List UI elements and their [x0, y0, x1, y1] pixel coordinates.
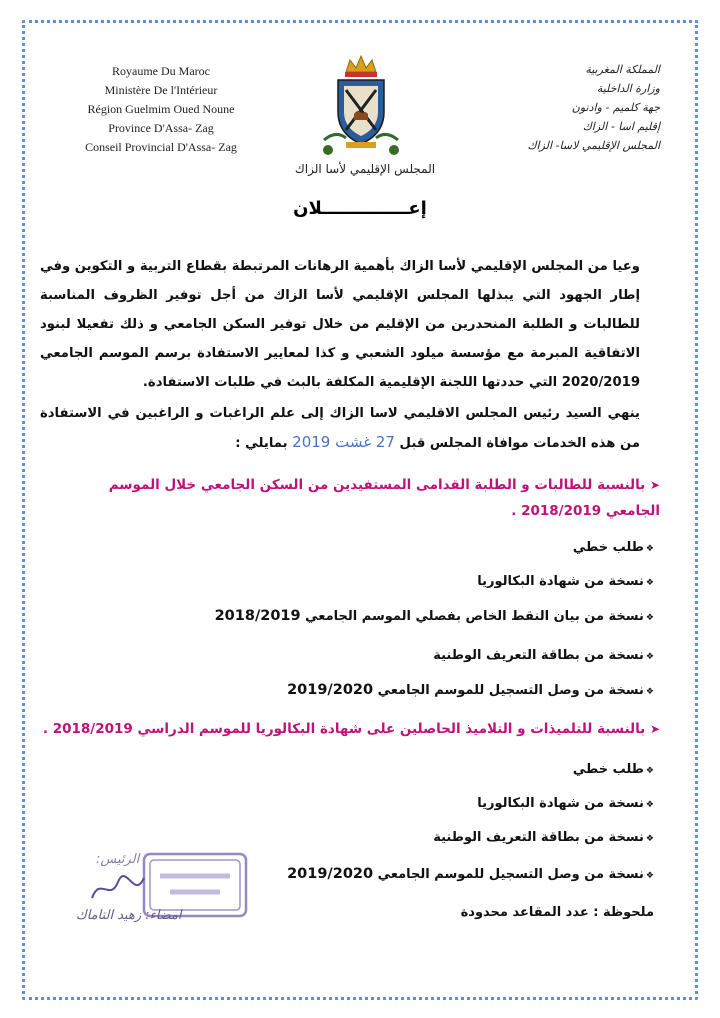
list-item	[433, 648, 654, 663]
signatory-name: امضاء: زهيد التاماك	[76, 908, 182, 923]
list-item-text: نسخة من بطاقة التعريف الوطنية	[433, 830, 644, 845]
diamond-bullet-icon: ❖	[645, 578, 654, 588]
header-fr-line: Ministère De l'Intérieur	[104, 83, 218, 97]
paragraph-intro-year: 2020/2019	[561, 375, 640, 390]
header-fr-line: Région Guelmim Oued Noune	[87, 102, 235, 116]
header-ar-line: المجلس الإقليمي لاسا- الزاك	[527, 139, 660, 152]
section2-heading: ➤ بالنسبة للتلميذات و التلاميذ الحاصلين على شهادة البكالوريا للموسم الدراسي 2018/2019 .	[42, 721, 660, 737]
list-item	[287, 866, 654, 882]
list-item	[477, 574, 654, 589]
diamond-bullet-icon: ❖	[645, 652, 654, 662]
deadline-date: 27 غشت 2019	[292, 433, 395, 451]
diamond-bullet-icon: ❖	[645, 766, 654, 776]
diamond-bullet-icon: ❖	[645, 687, 654, 697]
paragraph-notice	[40, 399, 680, 458]
emblem-caption: المجلس الإقليمي لأسا الزاك	[294, 162, 436, 176]
header-fr-line: Conseil Provincial D'Assa- Zag	[85, 140, 237, 154]
list-item	[573, 762, 654, 777]
list-item-year: 2018/2019	[214, 608, 301, 624]
diamond-bullet-icon: ❖	[645, 834, 654, 844]
section2-heading-text: بالنسبة للتلميذات و التلاميذ الحاصلين على شهادة البكالوريا للموسم الدراسي	[137, 721, 646, 737]
header-fr-line: Royaume Du Maroc	[112, 64, 210, 78]
list-item	[287, 682, 654, 698]
section1-heading: ➤ بالنسبة للطالبات و الطلبة القدامى المستفيدين من السكن الجامعي خلال الموسم الجامعي 2018/2019 .	[108, 477, 660, 519]
list-item-text: نسخة من شهادة البكالوريا	[477, 574, 644, 589]
announcement-title: إعــــــــــــــلان	[293, 198, 427, 219]
arrow-icon: ➤	[649, 478, 660, 492]
list-item	[477, 796, 654, 811]
list-item	[573, 540, 654, 555]
list-item-text: نسخة من وصل التسجيل للموسم الجامعي	[377, 867, 644, 882]
announcement-body	[40, 252, 680, 458]
section2-heading-year: 2018/2019	[52, 721, 133, 737]
list-item-text: نسخة من بيان النقط الخاص بفصلي الموسم الجامعي	[305, 609, 644, 624]
list-item-year: 2019/2020	[287, 866, 374, 882]
arrow-icon: ➤	[649, 722, 660, 736]
seats-limited-note: ملحوظة : عدد المقاعد محدودة	[460, 905, 654, 920]
header-ar-line: المملكة المغربية	[585, 63, 660, 76]
header-ar-line: جهة كلميم - وادنون	[571, 101, 660, 114]
header-french	[66, 62, 256, 157]
diamond-bullet-icon: ❖	[645, 800, 654, 810]
paragraph-intro-text: وعيا من المجلس الإقليمي لأسا الزاك بأهمية الرهانات المرتبطة بقطاع التربية و التكوين وفي إطار الجهود التي يبذلها المجلس الإقليمي لأسا الزاك من أجل توفير الظروف المناسبة للطالبات و الطلبة المنحدرين من الإقليم من خلال توفير السكن الجامعي و ذلك تفعيلا لبنود الاتفاقية المبرمة مع مؤسسة ميلود الشعبي و كذا لمعايير الاستفادة برسم الموسم الجامعي	[40, 259, 640, 361]
diamond-bullet-icon: ❖	[645, 544, 654, 554]
header-arabic	[510, 60, 660, 155]
header-ar-line: وزارة الداخلية	[596, 82, 660, 95]
list-item	[215, 608, 654, 624]
president-label: الرئيس:	[96, 852, 140, 867]
paragraph-notice-text: ينهي السيد رئيس المجلس الاقليمي لاسا الزاك إلى علم الراغبات و الراغبين في الاستفادة من هذه الخدمات موافاة المجلس قبل	[40, 406, 640, 451]
paragraph-intro-end: التي حددتها اللجنة الإقليمية المكلفة بالبث في طلبات الاستفادة.	[142, 375, 558, 390]
list-item-text: نسخة من بطاقة التعريف الوطنية	[433, 648, 644, 663]
list-item-year: 2019/2020	[287, 682, 374, 698]
signature-scribble-icon	[88, 870, 148, 906]
list-item-text: طلب خطي	[572, 540, 644, 555]
council-emblem-icon	[316, 54, 406, 164]
diamond-bullet-icon: ❖	[645, 613, 654, 623]
paragraph-notice-end: بمايلي :	[235, 436, 288, 451]
paragraph-intro	[40, 252, 680, 397]
diamond-bullet-icon: ❖	[645, 871, 654, 881]
section1-heading-text: بالنسبة للطالبات و الطلبة القدامى المستفيدين من السكن الجامعي خلال الموسم الجامعي	[108, 477, 660, 519]
list-item-text: طلب خطي	[572, 762, 644, 777]
list-item-text: نسخة من شهادة البكالوريا	[477, 796, 644, 811]
header-ar-line: إقليم اسا - الزاك	[582, 120, 660, 133]
list-item-text: نسخة من وصل التسجيل للموسم الجامعي	[377, 683, 644, 698]
header-fr-line: Province D'Assa- Zag	[108, 121, 214, 135]
section1-heading-year: 2018/2019	[521, 503, 602, 519]
list-item	[433, 830, 654, 845]
